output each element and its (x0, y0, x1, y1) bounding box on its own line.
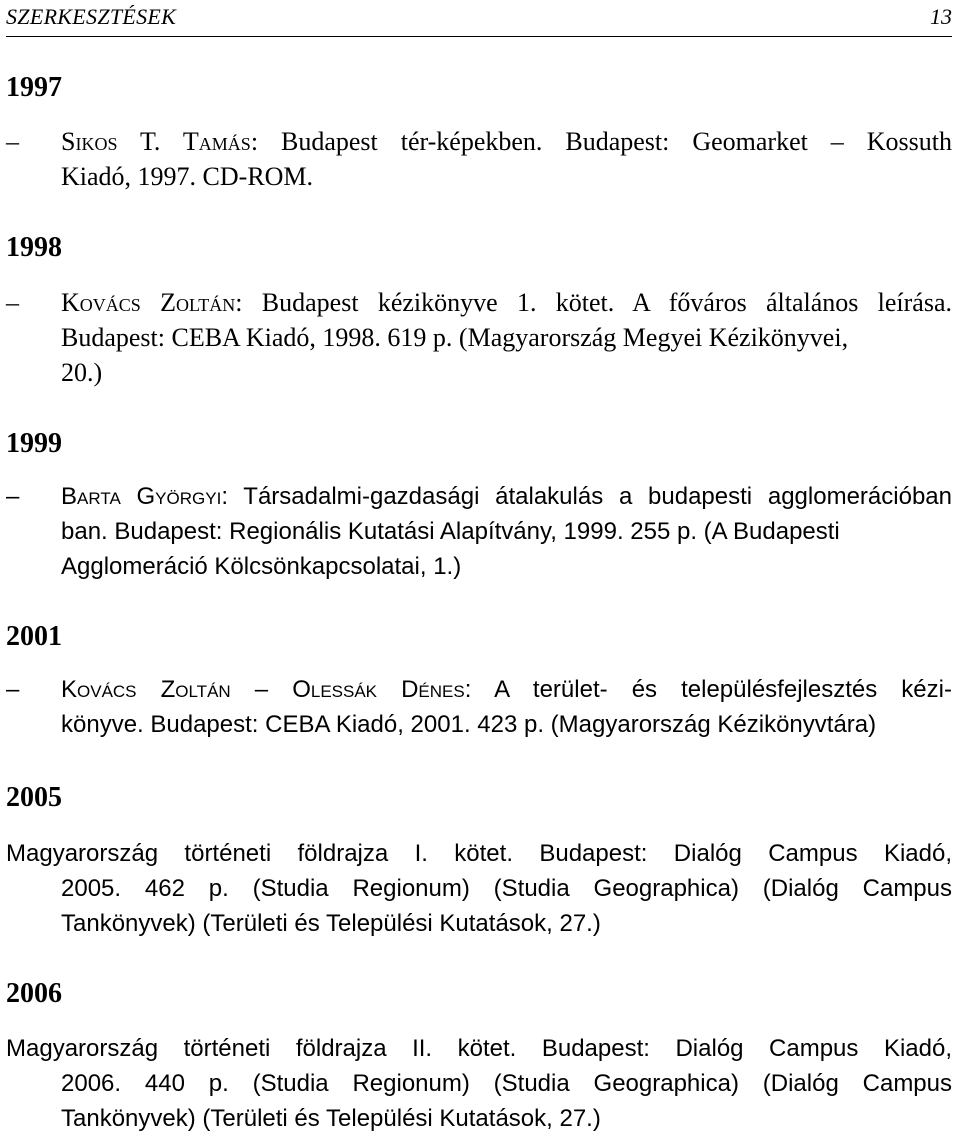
entry-line: Magyarország történeti földrajza II. kötet. Budapest: Dialóg Campus Kiadó, (6, 1035, 952, 1062)
entry-2001 (6, 672, 952, 742)
running-title: SZERKESZTÉSEK (6, 4, 177, 29)
entry-text: : Budapest kézikönyve 1. kötet. A főváros általános leírása. (235, 288, 952, 317)
entry-1998 (6, 285, 952, 390)
entry-text: : Társadalmi-gazdasági átalakulás a budapesti agglomerációban (221, 483, 952, 510)
entry-line (6, 672, 952, 707)
entry-line: Magyarország történeti földrajza I. kötet. Budapest: Dialóg Campus Kiadó, (6, 840, 952, 867)
entry-author-2: Olessák Dénes (292, 676, 465, 703)
entry-line: ban. Budapest: Regionális Kutatási Alapítvány, 1999. 255 p. (A Budapesti (61, 518, 840, 545)
entry-line: könyve. Budapest: CEBA Kiadó, 2001. 423 p. (Magyarország Kézikönyvtára) (61, 711, 877, 738)
entry-text: : Budapest tér-képekben. Budapest: Geomarket – Kossuth (250, 127, 952, 156)
entry-1999 (6, 479, 952, 584)
entry-dash: – (6, 483, 20, 510)
entry-author: Sikos T. Tamás (61, 127, 251, 156)
year-heading-2005: 2005 (6, 782, 62, 813)
entry-2005 (6, 836, 952, 941)
entry-dash: – (6, 676, 20, 703)
entry-line (6, 285, 952, 320)
entry-dash: – (6, 127, 19, 156)
entry-line: 2005. 462 p. (Studia Regionum) (Studia Geographica) (Dialóg Campus (61, 875, 952, 902)
entry-2006 (6, 1031, 952, 1136)
page-header (6, 4, 952, 32)
entry-author: Kovács Zoltán (61, 288, 236, 317)
header-divider (6, 36, 952, 37)
entry-line (6, 479, 952, 514)
entry-line: Tankönyvek) (Területi és Települési Kutatások, 27.) (61, 910, 601, 937)
entry-1997 (6, 124, 952, 194)
page-number: 13 (930, 4, 952, 29)
year-heading-1998: 1998 (6, 232, 62, 263)
year-heading-1999: 1999 (6, 428, 62, 459)
entry-line (6, 124, 952, 159)
entry-dash: – (6, 288, 19, 317)
entry-dash-2: – (254, 676, 269, 703)
entry-line: 2006. 440 p. (Studia Regionum) (Studia Geographica) (Dialóg Campus (61, 1070, 952, 1097)
entry-line: Budapest: CEBA Kiadó, 1998. 619 p. (Magyarország Megyei Kézikönyvei, (61, 323, 849, 352)
year-heading-2006: 2006 (6, 978, 62, 1009)
entry-line: 20.) (61, 358, 103, 387)
year-heading-1997: 1997 (6, 72, 62, 103)
year-heading-2001: 2001 (6, 621, 62, 652)
entry-line: Agglomeráció Kölcsönkapcsolatai, 1.) (61, 553, 462, 580)
entry-line: Kiadó, 1997. CD-ROM. (61, 162, 314, 191)
entry-author: Barta Györgyi (61, 483, 222, 510)
entry-author: Kovács Zoltán (61, 676, 231, 703)
entry-text: : A terület- és településfejlesztés kézi- (464, 676, 952, 703)
entry-line: Tankönyvek) (Területi és Települési Kutatások, 27.) (61, 1105, 601, 1132)
